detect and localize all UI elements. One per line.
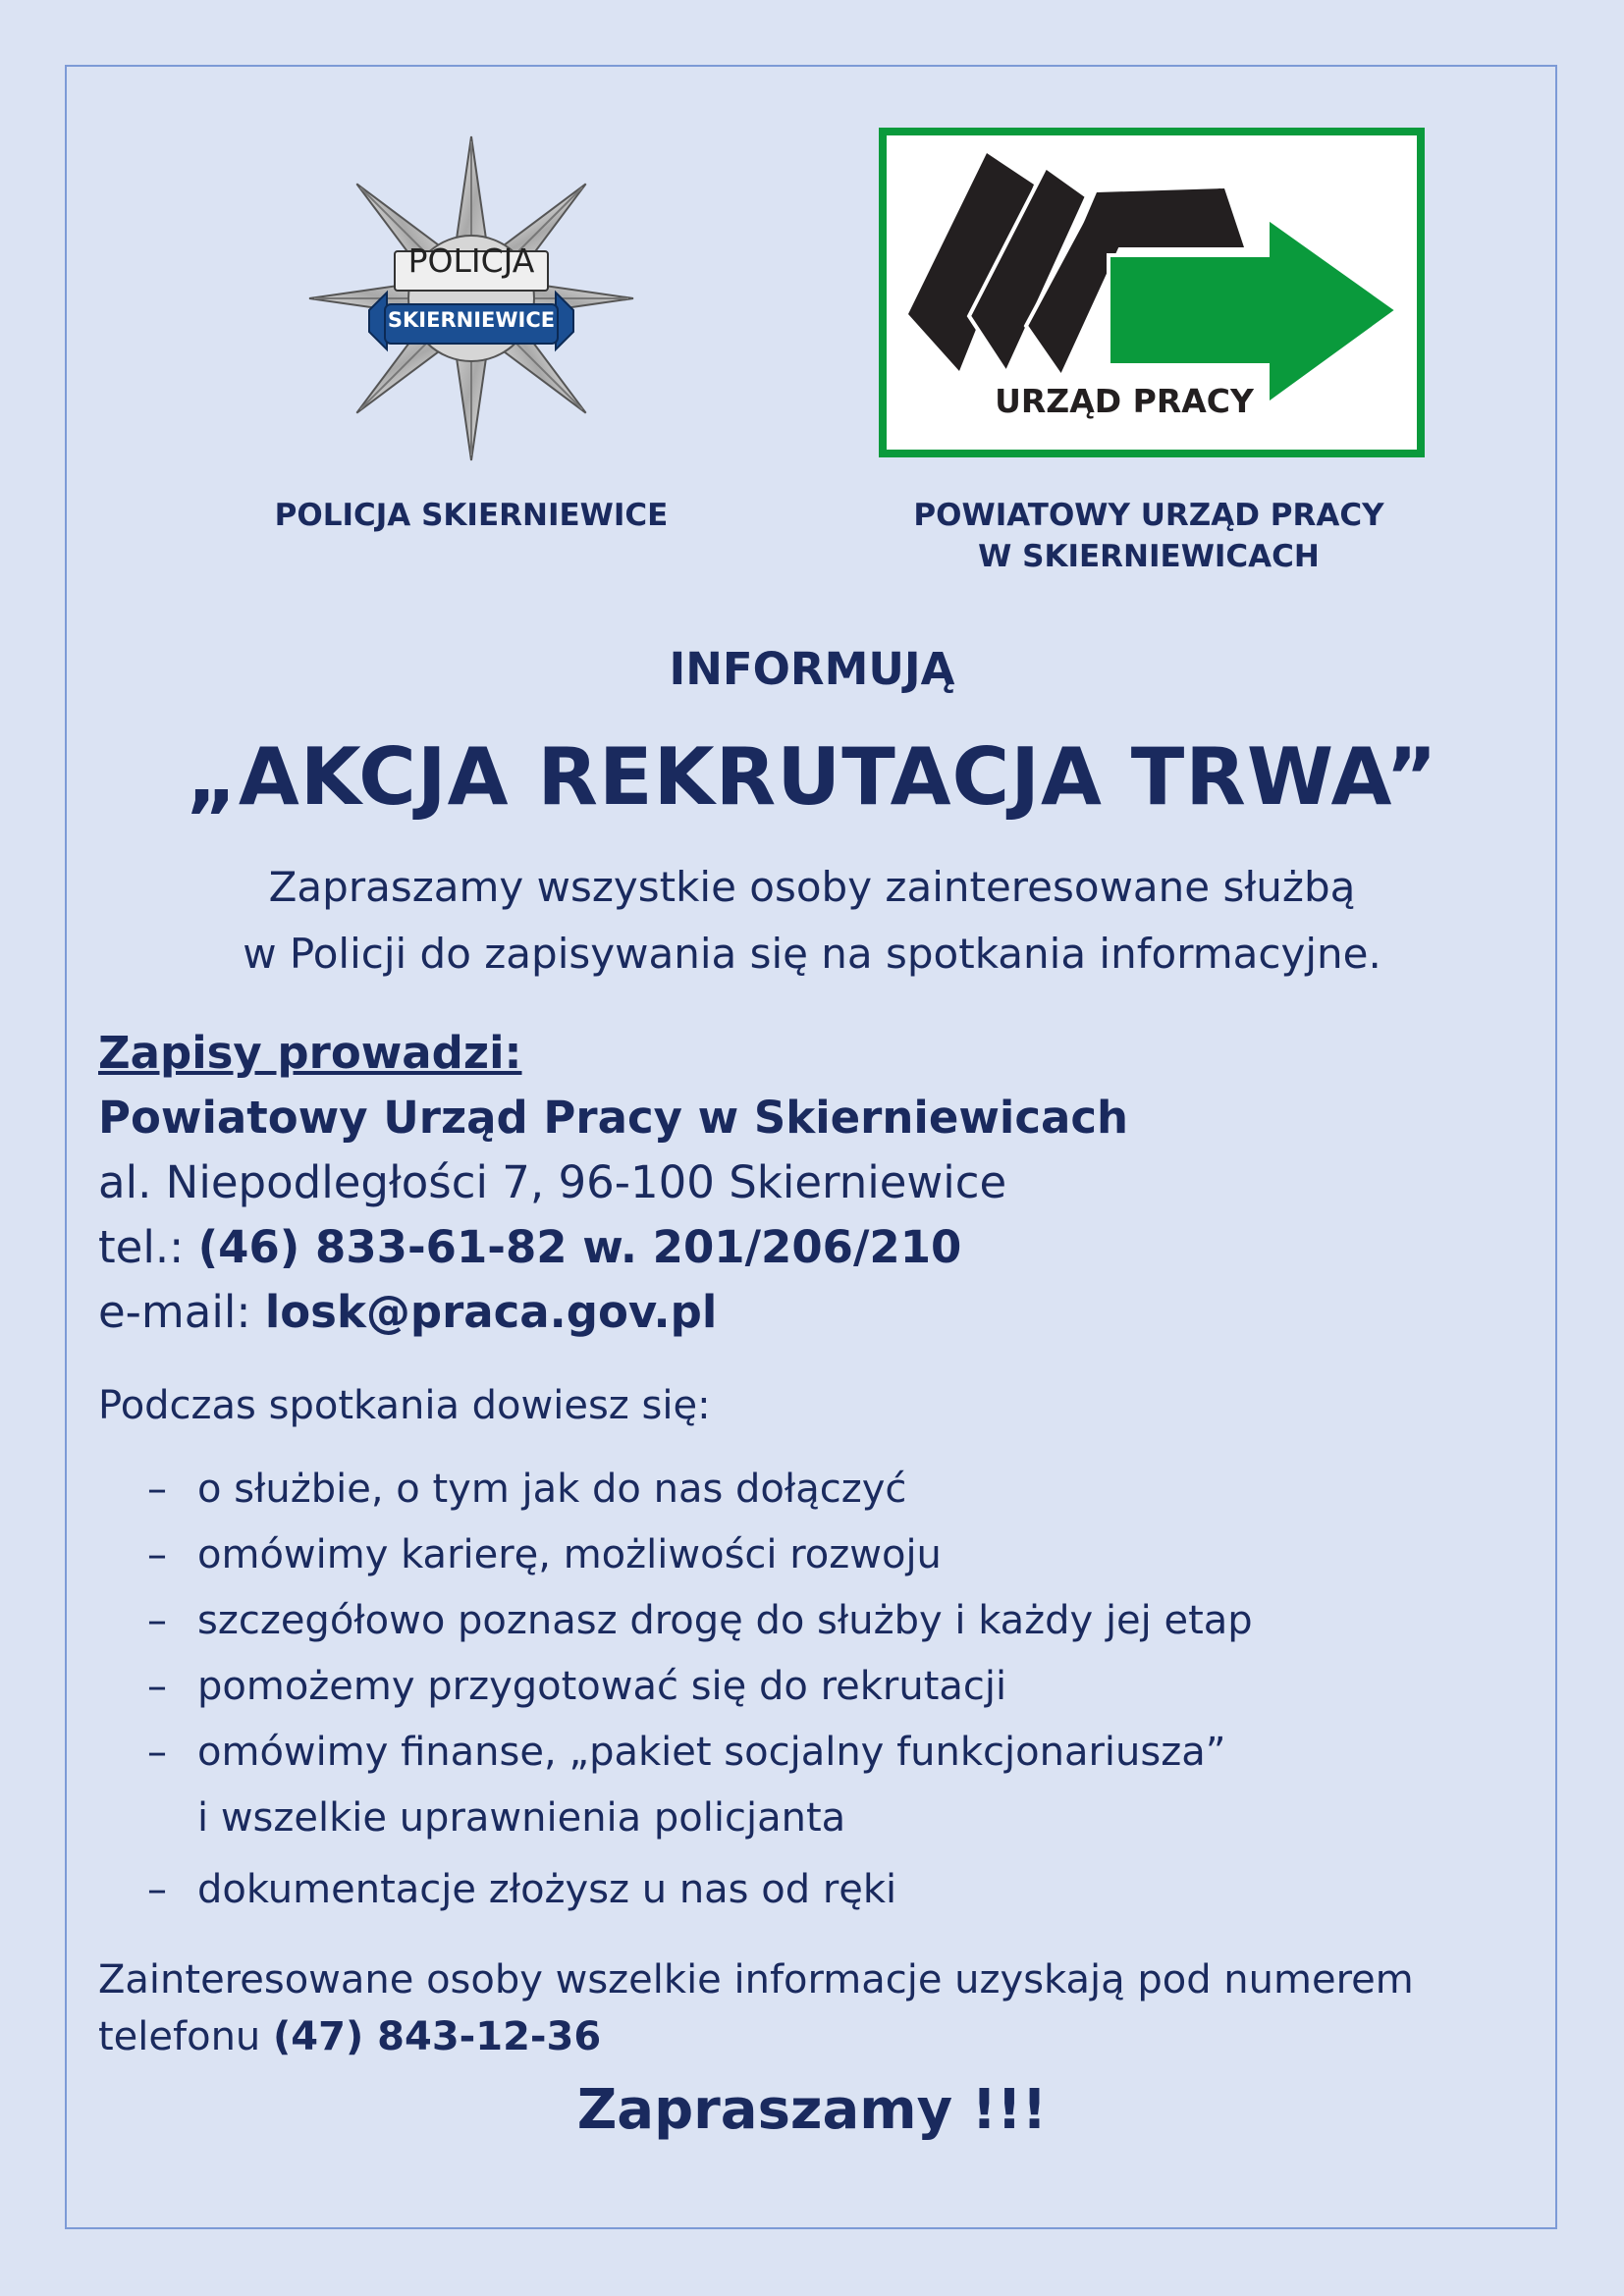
- list-item: [147, 1457, 1502, 1522]
- contact-address: al. Niepodległości 7, 96-100 Skierniewice: [98, 1156, 1007, 1208]
- caption-pup-line1: POWIATOWY URZĄD PRACY: [913, 498, 1384, 533]
- contact-block: [98, 1021, 1512, 1345]
- list-item-text: dokumentacje złożysz u nas od ręki: [197, 1867, 897, 1912]
- meeting-intro: Podczas spotkania dowiesz się:: [98, 1383, 711, 1428]
- list-item-text: szczegółowo poznasz drogę do służby i każdy jej etap: [197, 1598, 1253, 1643]
- caption-police: [226, 495, 717, 536]
- headline: „AKCJA REKRUTACJA TRWA”: [186, 731, 1438, 823]
- intro-line1: Zapraszamy wszystkie osoby zainteresowane służbą: [268, 863, 1356, 911]
- footer-phone[interactable]: (47) 843-12-36: [273, 2014, 602, 2059]
- police-badge-logo: [306, 133, 636, 463]
- police-badge-top-text: POLICJA: [407, 241, 535, 280]
- intro-line2: w Policji do zapisywania się na spotkania informacyjne.: [243, 930, 1381, 978]
- dash-marker: –: [147, 1598, 167, 1643]
- contact-organization: Powiatowy Urząd Pracy w Skierniewicach: [98, 1092, 1129, 1144]
- dash-marker: –: [147, 1867, 167, 1912]
- caption-pup-line2: W SKIERNIEWICACH: [978, 539, 1320, 574]
- dash-marker: –: [147, 1664, 167, 1709]
- closing-text: Zapraszamy !!!: [576, 2078, 1048, 2142]
- footer-line2: [98, 2008, 1532, 2065]
- list-item: [147, 1720, 1502, 1851]
- dash-marker: –: [147, 1532, 167, 1577]
- list-item: [147, 1654, 1502, 1720]
- intro-paragraph: [0, 854, 1624, 988]
- list-item: [147, 1857, 1502, 1923]
- contact-phone-label: tel.:: [98, 1221, 198, 1273]
- meeting-list: [147, 1457, 1502, 1923]
- dash-marker: –: [147, 1730, 167, 1775]
- list-item: [147, 1522, 1502, 1588]
- footer-line2-prefix: telefonu: [98, 2014, 273, 2059]
- footer-line1: Zainteresowane osoby wszelkie informacje uzyskają pod numerem: [98, 1957, 1414, 2002]
- caption-police-text: POLICJA SKIERNIEWICE: [274, 498, 669, 533]
- urzad-pracy-logo: [879, 128, 1425, 457]
- informuja-heading: INFORMUJĄ: [669, 643, 955, 695]
- police-badge-ribbon-text: SKIERNIEWICE: [387, 308, 556, 332]
- contact-email-label: e-mail:: [98, 1286, 265, 1338]
- list-item: [147, 1588, 1502, 1654]
- contact-phone-value[interactable]: (46) 833-61-82 w. 201/206/210: [197, 1221, 962, 1273]
- list-item-text: omówimy karierę, możliwości rozwoju: [197, 1532, 942, 1577]
- list-item-text: o służbie, o tym jak do nas dołączyć: [197, 1467, 907, 1512]
- list-item-text: pomożemy przygotować się do rekrutacji: [197, 1664, 1007, 1709]
- footer-info: [98, 1951, 1532, 2065]
- contact-phone-line: [98, 1215, 1512, 1280]
- list-item-text: omówimy finanse, „pakiet socjalny funkcjonariusza”: [197, 1730, 1226, 1775]
- contact-email-value[interactable]: losk@praca.gov.pl: [264, 1286, 718, 1338]
- list-item-continuation: i wszelkie uprawnienia policjanta: [197, 1795, 846, 1841]
- caption-pup: [864, 495, 1434, 577]
- dash-marker: –: [147, 1467, 167, 1512]
- contact-heading: Zapisy prowadzi:: [98, 1027, 522, 1079]
- urzad-pracy-logo-text: URZĄD PRACY: [995, 382, 1254, 420]
- contact-email-line: [98, 1280, 1512, 1345]
